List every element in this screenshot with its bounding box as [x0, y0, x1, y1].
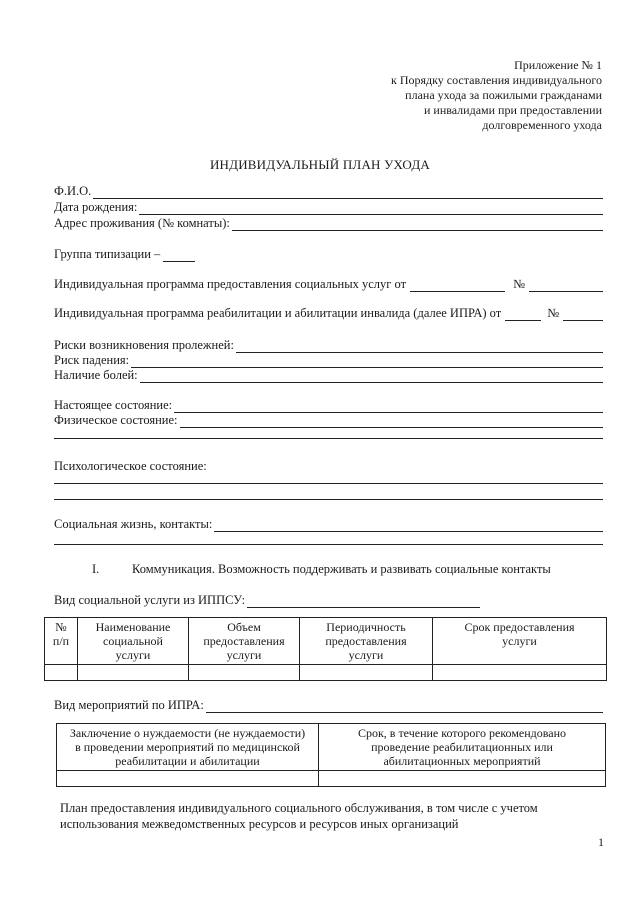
psych-label: Психологическое состояние: — [54, 459, 207, 473]
ipsu-no-label: № — [513, 277, 526, 291]
social-row — [54, 516, 603, 532]
bedsore-row — [54, 337, 603, 353]
ipsu-label: Индивидуальная программа предоставления социальных услуг от — [54, 277, 407, 291]
appendix-line: и инвалидами при предоставлении — [423, 103, 602, 117]
birth-label: Дата рождения: — [54, 200, 138, 214]
table-cell[interactable] — [189, 665, 300, 681]
ipra-no-label: № — [547, 306, 560, 320]
appendix-note — [391, 58, 602, 133]
table-cell[interactable] — [300, 665, 433, 681]
service-type-field[interactable] — [247, 595, 480, 608]
birth-field[interactable] — [139, 202, 603, 215]
ipsu-date-field[interactable] — [410, 279, 505, 292]
fall-label: Риск падения: — [54, 353, 130, 367]
group-row — [54, 246, 603, 262]
social-field[interactable] — [214, 519, 603, 532]
fio-row — [54, 183, 603, 199]
current-row — [54, 397, 603, 413]
address-row — [54, 215, 603, 231]
current-label: Настоящее состояние: — [54, 398, 173, 412]
col-number-header: № п/п — [45, 618, 78, 665]
page-number: 1 — [598, 835, 604, 849]
plan-line: использования межведомственных ресурсов и ресурсов иных организаций — [60, 817, 459, 831]
group-label: Группа типизации – — [54, 247, 161, 261]
table-header-row — [57, 724, 606, 771]
table-cell[interactable] — [78, 665, 189, 681]
table-cell[interactable] — [45, 665, 78, 681]
address-label: Адрес проживания (№ комнаты): — [54, 216, 230, 230]
section-1-title: Коммуникация. Возможность поддерживать и развивать социальные контакты — [132, 562, 551, 576]
psych-line-1[interactable] — [54, 483, 603, 484]
pain-field[interactable] — [140, 370, 603, 383]
col-service-name-header: Наименование социальной услуги — [78, 618, 189, 665]
plan-line: План предоставления индивидуального социального обслуживания, в том числе с учетом — [60, 801, 538, 815]
document-title: ИНДИВИДУАЛЬНЫЙ ПЛАН УХОДА — [209, 157, 431, 172]
table-header-row — [45, 618, 607, 665]
address-field[interactable] — [232, 218, 603, 231]
col-volume-header: Объем предоставления услуги — [189, 618, 300, 665]
fall-row — [54, 352, 603, 368]
ipra-measures-field[interactable] — [206, 700, 603, 713]
ipsu-number-field[interactable] — [529, 279, 603, 292]
ipra-number-field[interactable] — [563, 308, 603, 321]
psych-row — [54, 458, 603, 474]
psych-line-2[interactable] — [54, 499, 603, 500]
physical-extra-line[interactable] — [54, 438, 603, 439]
service-type-label: Вид социальной услуги из ИППСУ: — [54, 593, 246, 607]
physical-field[interactable] — [180, 415, 603, 428]
service-type-row — [54, 592, 480, 608]
table-cell[interactable] — [57, 771, 319, 787]
section-1-heading — [92, 562, 551, 577]
social-extra-line[interactable] — [54, 544, 603, 545]
plan-paragraph — [60, 800, 538, 832]
services-table — [44, 617, 607, 681]
ipra-label: Индивидуальная программа реабилитации и абилитации инвалида (далее ИПРА) от — [54, 306, 502, 320]
table-cell[interactable] — [433, 665, 607, 681]
table-row — [45, 665, 607, 681]
table-row — [57, 771, 606, 787]
pain-row — [54, 367, 603, 383]
rehab-table — [56, 723, 606, 787]
bedsore-label: Риски возникновения пролежней: — [54, 338, 234, 352]
appendix-line: долговременного ухода — [482, 118, 602, 132]
appendix-line: к Порядку составления индивидуального — [391, 73, 602, 87]
ipra-date-field[interactable] — [505, 308, 541, 321]
fio-field[interactable] — [93, 186, 603, 199]
section-1-number: I. — [92, 562, 100, 576]
col-term-header: Срок предоставления услуги — [433, 618, 607, 665]
ipsu-row — [54, 276, 603, 292]
appendix-line: Приложение № 1 — [514, 58, 602, 72]
ipra-measures-row — [54, 697, 603, 713]
col-rehab-term-header: Срок, в течение которого рекомендовано проведение реабилитационных или абилитационных мероприятий — [319, 724, 606, 771]
col-periodicity-header: Периодичность предоставления услуги — [300, 618, 433, 665]
table-cell[interactable] — [319, 771, 606, 787]
ipra-row — [54, 305, 603, 321]
pain-label: Наличие болей: — [54, 368, 138, 382]
social-label: Социальная жизнь, контакты: — [54, 517, 213, 531]
appendix-line: плана ухода за пожилыми гражданами — [405, 88, 602, 102]
col-conclusion-header: Заключение о нуждаемости (не нуждаемости) в проведении мероприятий по медицинской реабилитации и абилитации — [57, 724, 319, 771]
group-field[interactable] — [163, 249, 195, 262]
fio-label: Ф.И.О. — [54, 184, 92, 198]
physical-row — [54, 412, 603, 428]
physical-label: Физическое состояние: — [54, 413, 178, 427]
birth-row — [54, 199, 603, 215]
ipra-measures-label: Вид мероприятий по ИПРА: — [54, 698, 204, 712]
